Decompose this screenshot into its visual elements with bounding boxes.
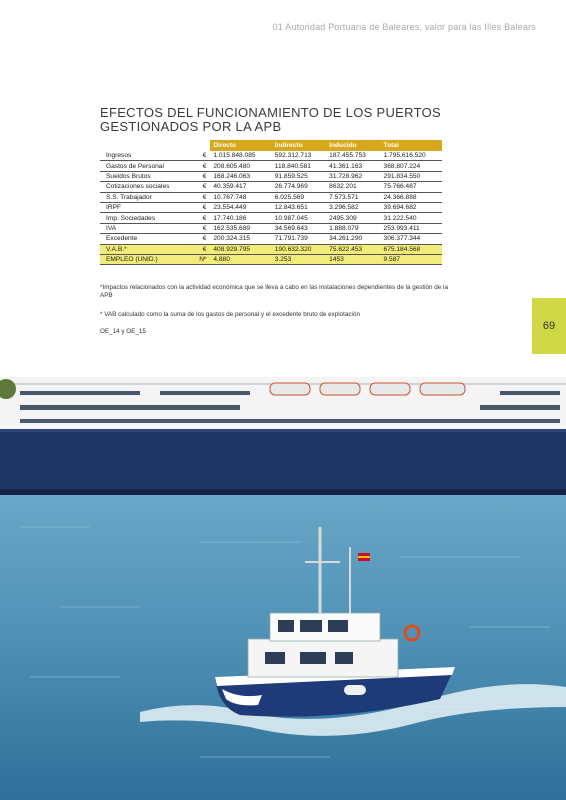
- page-number: 69: [542, 320, 556, 332]
- row-unit: €: [192, 151, 210, 161]
- table-row: [100, 244, 442, 254]
- cell-total: 9.587: [381, 254, 442, 264]
- row-unit: €: [192, 223, 210, 233]
- table-row: [100, 182, 442, 192]
- row-unit: Nº: [192, 254, 210, 264]
- cell-indirecto: 6.025.569: [272, 192, 326, 202]
- row-label: IVA: [100, 223, 192, 233]
- table-row: [100, 223, 442, 233]
- ship-hull: [0, 429, 566, 495]
- cell-total: 675.184.568: [381, 244, 442, 254]
- cell-directo: 40.359.417: [210, 182, 271, 192]
- table-row: [100, 234, 442, 244]
- cell-inducido: 8632.201: [326, 182, 380, 192]
- table-row: [100, 192, 442, 202]
- cell-directo: 162.535.689: [210, 223, 271, 233]
- cell-indirecto: 118.840.581: [272, 161, 326, 171]
- cell-indirecto: 34.569.643: [272, 223, 326, 233]
- table-row: [100, 171, 442, 181]
- cell-inducido: 187.455.753: [326, 151, 380, 161]
- cell-indirecto: 91.859.525: [272, 171, 326, 181]
- cell-directo: 17.740.186: [210, 213, 271, 223]
- footnote-vab: * VAB calculado como la suma de los gastos de personal y el excedente bruto de explotación: [100, 311, 360, 318]
- table-header-row: [100, 140, 442, 151]
- row-label: Cotizaciones sociales: [100, 182, 192, 192]
- cell-total: 75.766.487: [381, 182, 442, 192]
- table-row: [100, 202, 442, 212]
- cell-total: 253.993.411: [381, 223, 442, 233]
- row-label: IRPF: [100, 202, 192, 212]
- page-number-tab: [532, 298, 566, 354]
- cell-directo: 208.605.480: [210, 161, 271, 171]
- cell-total: 306.377.344: [381, 234, 442, 244]
- row-unit: €: [192, 171, 210, 181]
- cell-total: 31.222.540: [381, 213, 442, 223]
- cell-directo: 200.324.315: [210, 234, 271, 244]
- row-unit: €: [192, 234, 210, 244]
- table-header-indirecto: Indirecto: [272, 140, 326, 151]
- cell-indirecto: 10.987.045: [272, 213, 326, 223]
- table-row: [100, 254, 442, 264]
- cell-inducido: 31.728.962: [326, 171, 380, 181]
- table-header-total: Total: [381, 140, 442, 151]
- footnote-impactos: *Impactos relacionados con la actividad económica que se lleva a cabo en las instalaciones dependientes de la gestión de la APB: [100, 284, 448, 299]
- cell-indirecto: 592.312.713: [272, 151, 326, 161]
- cell-inducido: 1453: [326, 254, 380, 264]
- row-label: S.S. Trabajador: [100, 192, 192, 202]
- cell-indirecto: 12.843.651: [272, 202, 326, 212]
- table-header-unit: [192, 140, 210, 151]
- row-unit: €: [192, 182, 210, 192]
- row-label: Ingresos: [100, 151, 192, 161]
- row-label: Sueldos Brutos: [100, 171, 192, 181]
- cell-inducido: 7.573.571: [326, 192, 380, 202]
- table-header-inducido: Inducido: [326, 140, 380, 151]
- row-label: Excedente: [100, 234, 192, 244]
- row-label: Gastos de Personal: [100, 161, 192, 171]
- cell-indirecto: 71.791.739: [272, 234, 326, 244]
- cell-indirecto: 190.632.320: [272, 244, 326, 254]
- row-label: V.A.B.*: [100, 244, 192, 254]
- table-header-blank: [100, 140, 192, 151]
- cell-inducido: 2495.309: [326, 213, 380, 223]
- cell-directo: 1.015.848.085: [210, 151, 271, 161]
- cell-directo: 4.880: [210, 254, 271, 264]
- cell-directo: 168.246.063: [210, 171, 271, 181]
- cell-directo: 23.554.449: [210, 202, 271, 212]
- cell-inducido: 41.361.163: [326, 161, 380, 171]
- effects-table: [100, 140, 442, 265]
- cell-total: 24.366.888: [381, 192, 442, 202]
- cell-directo: 10.767.748: [210, 192, 271, 202]
- cell-indirecto: 3.253: [272, 254, 326, 264]
- section-title: EFECTOS DEL FUNCIONAMIENTO DE LOS PUERTOS GESTIONADOS POR LA APB: [100, 105, 441, 134]
- cell-total: 1.795.616.520: [381, 151, 442, 161]
- cell-total: 291.834.550: [381, 171, 442, 181]
- cell-total: 368.807.224: [381, 161, 442, 171]
- cell-inducido: 34.261.290: [326, 234, 380, 244]
- photo-illustration: [0, 377, 566, 800]
- footnote-codes: OE_14 y OE_15: [100, 328, 146, 335]
- row-label: Imp. Sociedades: [100, 213, 192, 223]
- table-row: [100, 213, 442, 223]
- row-label: EMPLEO (UNID.): [100, 254, 192, 264]
- row-unit: €: [192, 192, 210, 202]
- table-row: [100, 151, 442, 161]
- cell-total: 39.694.682: [381, 202, 442, 212]
- cell-directo: 408.929.795: [210, 244, 271, 254]
- cell-inducido: 3.296.582: [326, 202, 380, 212]
- row-unit: €: [192, 244, 210, 254]
- cell-inducido: 1.888.079: [326, 223, 380, 233]
- row-unit: €: [192, 161, 210, 171]
- cell-inducido: 75.622.453: [326, 244, 380, 254]
- table-body: [100, 151, 442, 265]
- ship-and-pilot-boat-photo: [0, 377, 566, 800]
- running-header: 01 Autoridad Portuaria de Baleares, valor para las Illes Balears: [272, 22, 536, 32]
- table-header-directo: Directo: [210, 140, 271, 151]
- row-unit: €: [192, 202, 210, 212]
- cell-indirecto: 26.774.969: [272, 182, 326, 192]
- row-unit: €: [192, 213, 210, 223]
- table-row: [100, 161, 442, 171]
